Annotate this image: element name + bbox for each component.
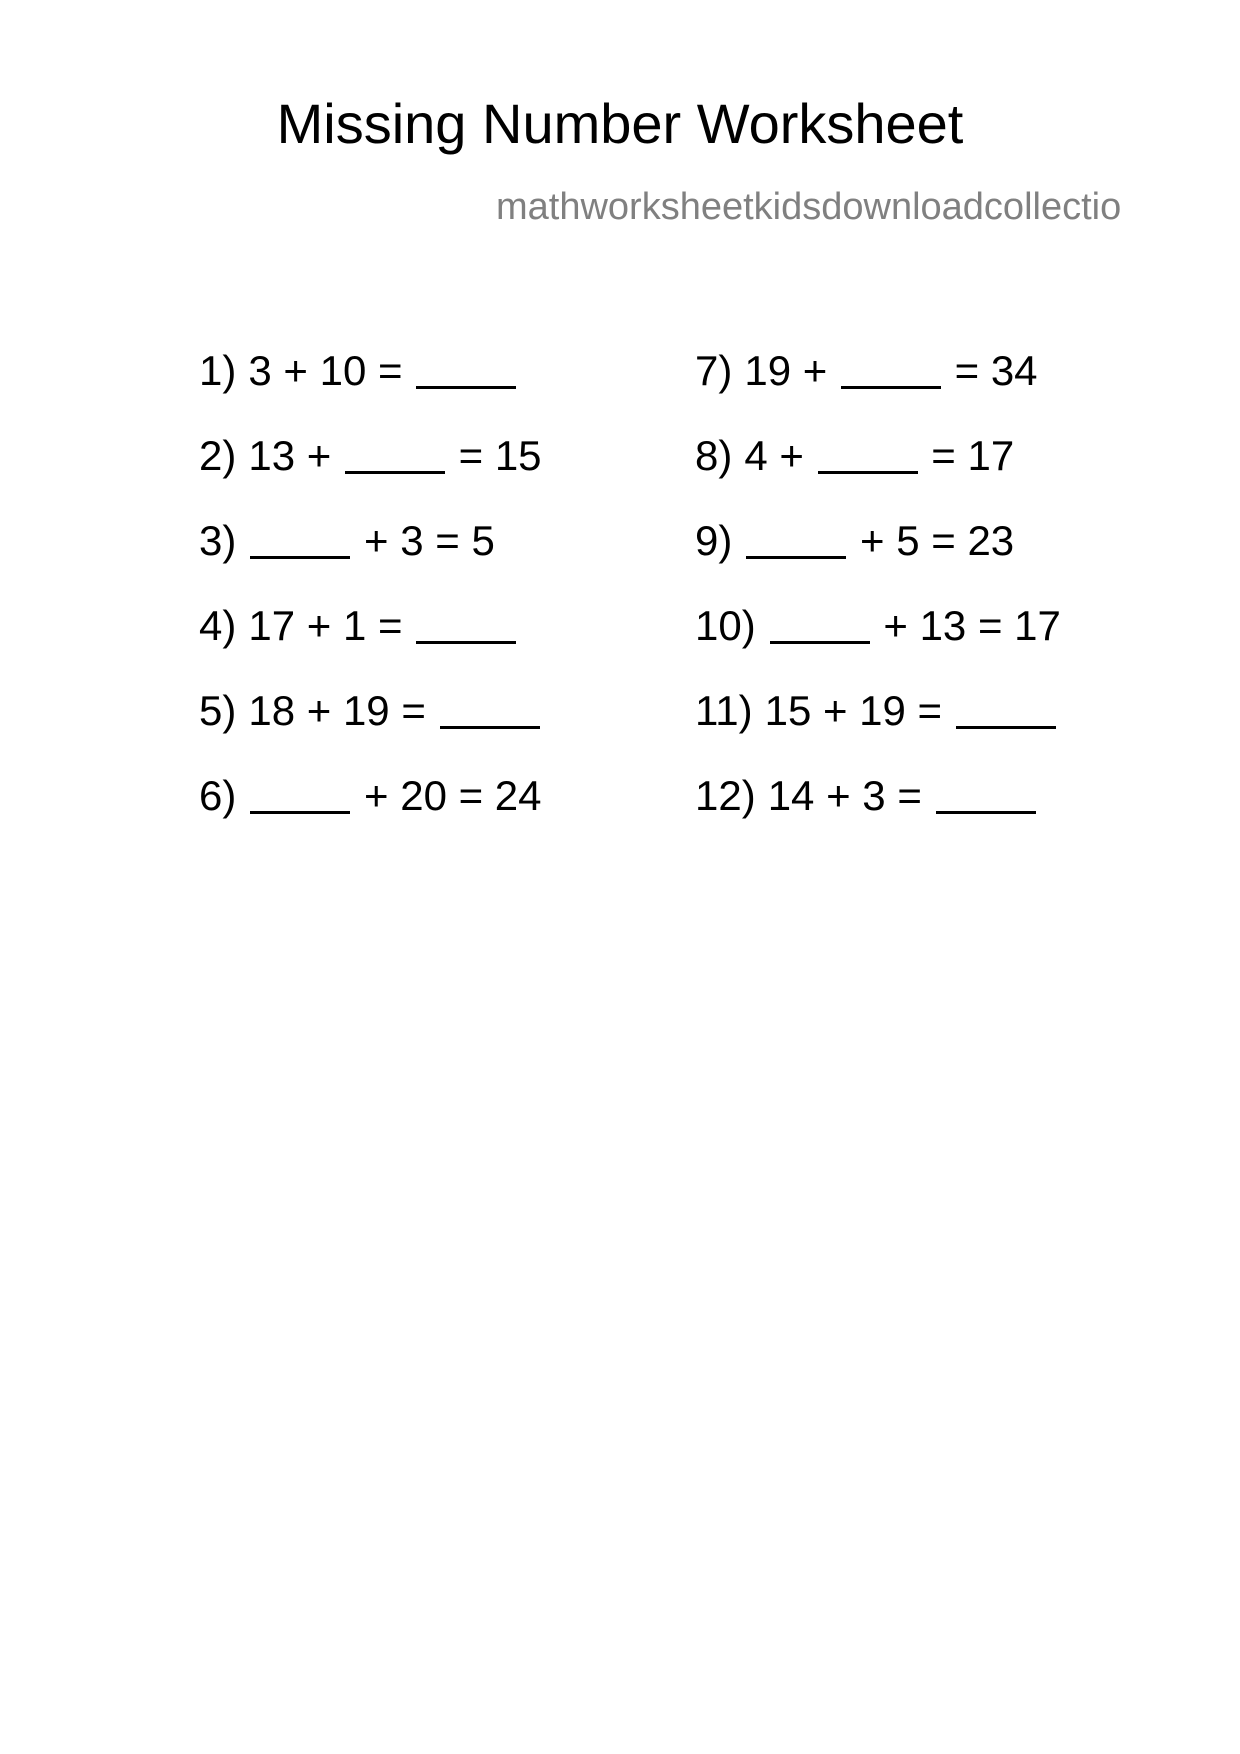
problem-expression-right: = 15 <box>458 432 542 479</box>
problem-expression: 17 + 1 = <box>248 602 403 649</box>
worksheet-source-watermark: mathworksheetkidsdownloadcollectio <box>496 186 1122 228</box>
answer-blank[interactable] <box>250 811 350 814</box>
problem-expression-left: 13 + <box>248 432 332 479</box>
problem-expression: 3 + 10 = <box>248 347 403 394</box>
problem-10 <box>695 602 1061 649</box>
problem-expression-left: 4 + <box>744 432 804 479</box>
problem-9 <box>695 517 1015 564</box>
problem-6 <box>199 772 542 819</box>
worksheet-title: Missing Number Worksheet <box>276 92 964 155</box>
problem-number: 11) <box>695 687 753 734</box>
problem-expression-right: = 17 <box>931 432 1015 479</box>
answer-blank[interactable] <box>416 641 516 644</box>
problem-number: 10) <box>695 602 756 649</box>
problem-expression: 14 + 3 = <box>767 772 922 819</box>
problem-number: 5) <box>199 687 237 734</box>
answer-blank[interactable] <box>440 726 540 729</box>
problem-expression-right: + 20 = 24 <box>364 772 542 819</box>
answer-blank[interactable] <box>250 556 350 559</box>
problem-4 <box>199 602 518 649</box>
problem-number: 2) <box>199 432 237 479</box>
problem-expression-right: + 13 = 17 <box>883 602 1061 649</box>
answer-blank[interactable] <box>841 386 941 389</box>
problem-5 <box>199 687 542 734</box>
answer-blank[interactable] <box>416 386 516 389</box>
problem-7 <box>695 347 1038 394</box>
problem-expression-left: 19 + <box>744 347 828 394</box>
answer-blank[interactable] <box>936 811 1036 814</box>
problem-8 <box>695 432 1015 479</box>
answer-blank[interactable] <box>956 726 1056 729</box>
problem-number: 7) <box>695 347 733 394</box>
problem-expression-right: = 34 <box>954 347 1038 394</box>
problem-number: 3) <box>199 517 237 564</box>
answer-blank[interactable] <box>770 641 870 644</box>
problem-number: 12) <box>695 772 756 819</box>
problem-expression: 18 + 19 = <box>248 687 426 734</box>
answer-blank[interactable] <box>818 471 918 474</box>
problem-expression-right: + 3 = 5 <box>364 517 495 564</box>
problem-number: 8) <box>695 432 733 479</box>
problem-expression-right: + 5 = 23 <box>860 517 1015 564</box>
problem-number: 4) <box>199 602 237 649</box>
problem-number: 9) <box>695 517 733 564</box>
problem-number: 1) <box>199 347 237 394</box>
answer-blank[interactable] <box>746 556 846 559</box>
answer-blank[interactable] <box>345 471 445 474</box>
problem-expression: 15 + 19 = <box>764 687 943 734</box>
problem-11 <box>695 687 1058 734</box>
problem-1 <box>199 347 518 394</box>
problem-number: 6) <box>199 772 237 819</box>
problem-12 <box>695 772 1038 819</box>
problem-2 <box>199 432 542 479</box>
problem-3 <box>199 517 495 564</box>
